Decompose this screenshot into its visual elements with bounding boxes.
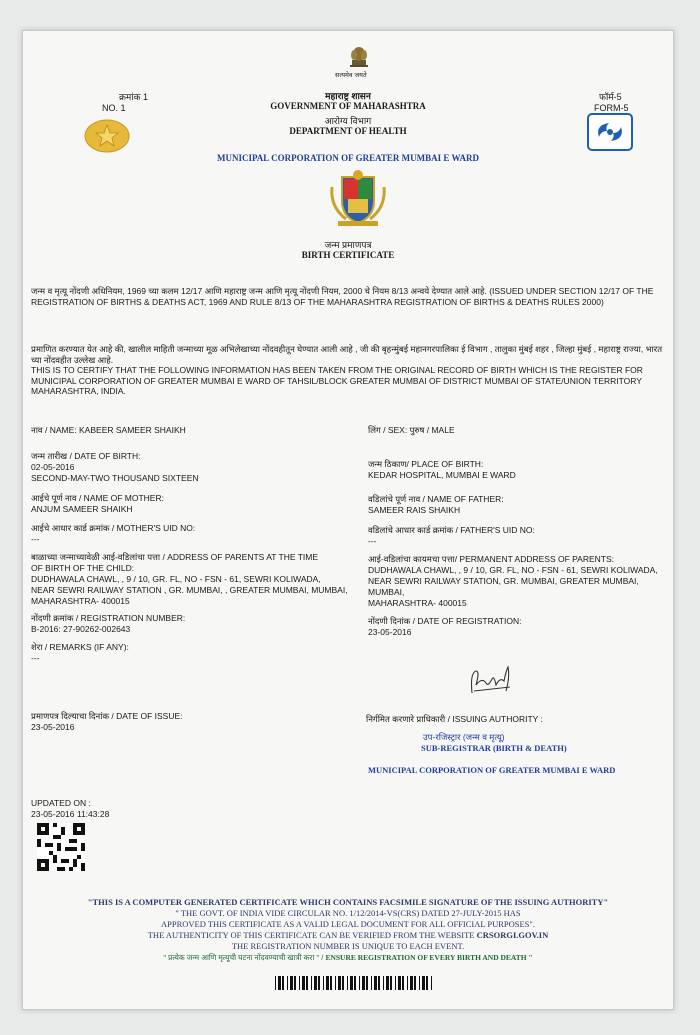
dob-words: SECOND-MAY-TWO THOUSAND SIXTEEN (31, 473, 199, 483)
updated-label: UPDATED ON : (31, 798, 91, 808)
footer-slogan: ENSURE REGISTRATION OF EVERY BIRTH AND DEATH " (325, 953, 533, 962)
permanent-address-line: NEAR SEWRI RAILWAY STATION, GR. MUMBAI, GREATER MUMBAI, (368, 576, 639, 586)
certificate-title: BIRTH CERTIFICATE (301, 250, 395, 260)
mother-name: ANJUM SAMEER SHAIKH (31, 504, 133, 514)
footer-line: THE REGISTRATION NUMBER IS UNIQUE TO EACH EVENT. (231, 941, 465, 951)
dept-title: DEPARTMENT OF HEALTH (289, 126, 407, 136)
barcode-icon (275, 976, 435, 990)
permanent-address-label: आई-वडिलांचा कायमचा पत्ता/ PERMANENT ADDRESS OF PARENTS: (368, 554, 615, 564)
issuing-authority: SUB-REGISTRAR (BIRTH & DEATH) (421, 743, 567, 753)
child-sex: लिंग / SEX: पुरुष / MALE (368, 425, 455, 435)
birth-address-line: DUDHAWALA CHAWL, , 9 / 10, GR. FL, NO - FSN - 61, SEWRI KOLIWADA, (31, 574, 321, 584)
footer-line: "THIS IS A COMPUTER GENERATED CERTIFICATE WHICH CONTAINS FACSIMILE SIGNATURE OF THE ISSUING AUTHORITY" (87, 897, 609, 907)
dob-value: 02-05-2016 (31, 462, 75, 472)
dept-title-mr: आरोग्य विभाग (324, 116, 372, 126)
birth-address-label: बाळाच्या जन्माच्यावेळी आई-वडिलांचा पत्ता / ADDRESS OF PARENTS AT THE TIME (31, 552, 319, 562)
remarks-value: --- (31, 653, 40, 663)
certificate-title-mr: जन्म प्रमाणपत्र (324, 240, 372, 250)
issuing-authority-mr: उप-रजिस्ट्रार (जन्म व मृत्यू) (423, 732, 505, 742)
pob-label: जन्म ठिकाण/ PLACE OF BIRTH: (368, 459, 484, 469)
footer-line: " THE GOVT. OF INDIA VIDE CIRCULAR NO. 1/12/2014-VS(CRS) DATED 27-JULY-2015 HAS (175, 908, 521, 918)
footer-slogan-line (23, 953, 673, 963)
birth-address-line: NEAR SEWRI RAILWAY STATION , GR. MUMBAI, , GREATER MUMBAI, MUMBAI, (31, 585, 348, 595)
national-emblem-icon (346, 43, 372, 69)
father-uid: --- (368, 536, 377, 546)
corporation-title: MUNICIPAL CORPORATION OF GREATER MUMBAI E WARD (216, 153, 479, 163)
form-number: FORM-5 (594, 103, 629, 113)
birth-address-label-2: OF BIRTH OF THE CHILD: (31, 563, 135, 573)
footer-line: APPROVED THIS CERTIFICATE AS A VALID LEGAL DOCUMENT FOR ALL OFFICIAL PURPOSES". (160, 919, 536, 929)
qr-code-icon (37, 823, 85, 871)
crs-logo-icon (587, 113, 633, 151)
issuing-authority-corporation: MUNICIPAL CORPORATION OF GREATER MUMBAI E WARD (368, 765, 616, 775)
permanent-address-line: DUDHAWALA CHAWL, , 9 / 10, GR. FL, NO - FSN - 61, SEWRI KOLIWADA, (368, 565, 658, 575)
child-name: नाव / NAME: KABEER SAMEER SHAIKH (31, 425, 186, 435)
dob-label: जन्म तारीख / DATE OF BIRTH: (31, 451, 141, 461)
govt-title-mr: महाराष्ट्र शासन (325, 91, 371, 101)
mother-uid-label: आईचे आधार कार्ड क्रमांक / MOTHER'S UID NO: (31, 523, 196, 533)
remarks-label: शेरा / REMARKS (IF ANY): (31, 642, 129, 652)
permanent-address-line: MUMBAI, (368, 587, 405, 597)
legal-text: जन्म व मृत्यू नोंदणी अधिनियम, 1969 च्या कलम 12/17 आणि महाराष्ट्र जन्म आणि मृत्यू नोंदणी नियम, 2000 चे नियम 8/13 अन्वये देण्यात आले आहे. (ISSUED UNDER SECTION 12/17 OF THE REGISTRATION OF BIRTHS & DEATHS ACT, 1969 AND RULE 8/13 OF THE MAHARASHTRA REGISTRATION OF BIRTHS & DEATHS RULES 2000) (31, 286, 654, 307)
registration-number: B-2016: 27-90262-002643 (31, 624, 131, 634)
serial-number-mr: क्रमांक 1 (119, 92, 149, 102)
footer-slogan-mr: " प्रत्येक जन्म आणि मृत्यूची घटना नोंदवण्याची खात्री करा " / (163, 953, 324, 962)
footer-verify-line (23, 930, 673, 940)
star-seal-icon (84, 119, 130, 153)
registration-date-label: नोंदणी दिनांक / DATE OF REGISTRATION: (368, 616, 522, 626)
serial-number: NO. 1 (102, 103, 126, 113)
govt-title: GOVERNMENT OF MAHARASHTRA (270, 101, 426, 111)
emblem-motto: सत्यमेव जयते (335, 72, 367, 79)
father-uid-label: वडिलांचे आधार कार्ड क्रमांक / FATHER'S UID NO: (368, 525, 535, 535)
father-name: SAMEER RAIS SHAIKH (368, 505, 461, 515)
issue-date: 23-05-2016 (31, 722, 75, 732)
birth-address-line: MAHARASHTRA- 400015 (31, 596, 130, 606)
mother-name-label: आईचे पूर्ण नाव / NAME OF MOTHER: (31, 493, 164, 503)
updated-value: 23-05-2016 11:43:28 (31, 809, 110, 819)
father-name-label: वडिलांचे पूर्ण नाव / NAME OF FATHER: (368, 494, 504, 504)
certify-text: THIS IS TO CERTIFY THAT THE FOLLOWING INFORMATION HAS BEEN TAKEN FROM THE ORIGINAL RECORD OF BIRTH WHICH IS THE REGISTER FOR MUNICIPAL CORPORATION OF GREATER MUMBAI E WARD OF TAHSIL/BLOCK GREATER MUMBAI OF DISTRICT MUMBAI OF STATE/UNION TERRITORY MAHARASHTRA, INDIA. (31, 365, 643, 396)
permanent-address-line: MAHARASHTRA- 400015 (368, 598, 467, 608)
form-number-mr: फॉर्म-5 (599, 92, 622, 102)
verification-website: CRSORGI.GOV.IN (476, 930, 549, 940)
certify-text-mr: प्रमाणित करण्यात येत आहे की, खालील माहिती जन्माच्या मूळ अभिलेखाच्या नोंदवहीतून घेण्यात आली आहे , जी की बृहन्मुंबई महानगरपालिका ई विभाग , तालुका मुंबई शहर , जिल्हा मुंबई , महाराष्ट्र राज्या, भारत च्या नोंदवहीत उल्लेख आहे. (31, 344, 663, 365)
registration-date: 23-05-2016 (368, 627, 412, 637)
issuing-authority-label: निर्गमित करणारे प्राधिकारी / ISSUING AUTHORITY : (366, 714, 543, 724)
certificate-frame (22, 30, 674, 1010)
mother-uid: --- (31, 534, 40, 544)
registration-number-label: नोंदणी क्रमांक / REGISTRATION NUMBER: (31, 613, 186, 623)
issue-date-label: प्रमाणपत्र दिल्याचा दिनांक / DATE OF ISSUE: (31, 711, 183, 721)
footer-verify-text: THE AUTHENTICITY OF THIS CERTIFICATE CAN BE VERIFIED FROM THE WEBSITE (147, 930, 477, 940)
mcgm-crest-icon (328, 167, 388, 227)
signature-icon (466, 663, 516, 699)
pob-value: KEDAR HOSPITAL, MUMBAI E WARD (368, 470, 516, 480)
